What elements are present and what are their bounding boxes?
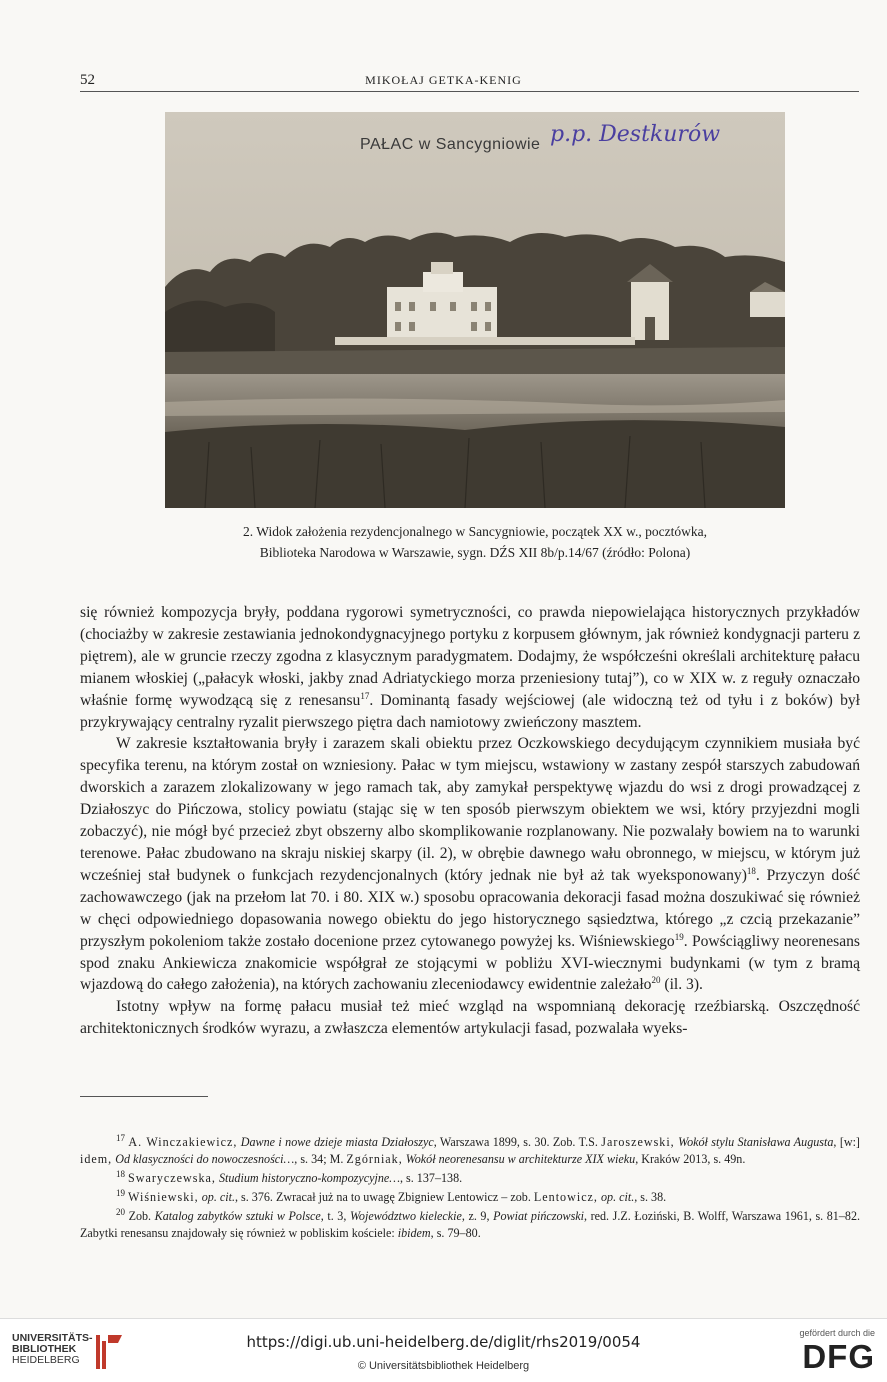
paragraph-1: się również kompozycja bryły, poddana rygorowi symetryczności, co prawda niepowielająca historycznych przykładów (chociażby w zakresie zestawiania jednokondygnacyjnego portyku z korpusem głównym, jak również kondygnacji parteru z piętrem), ale w gruncie rzeczy zgodna z klasycznym paradygmatem. Dodajmy, że współcześni określali architekturę pałacu mianem włoskiej („pałacyk włoski, jakby znad Adriatyckiego morza przeniesiony tutaj”), co w XIX w. z reguły oznaczało właśnie formę wywodzącą się z renesansu$^{17}$. Dominantą fasady wejściowej (ale widoczną też od tyłu i z boków) był przykrywający centralny ryzalit pierwszego piętra dach namiotowy zwieńczony masztem. bbox=[80, 604, 860, 731]
footnote-20: $^{20}$ Zob. Katalog zabytków sztuki w Polsce, t. 3, Województwo kieleckie, z. 9, Powiat pińczowski, red. J.Z. Łoziński, B. Wolff, Warszawa 1961, s. 81–82. Zabytki renesansu znajdowały się również w pobliskim kościele: ibidem, s. 79–80. bbox=[80, 1206, 861, 1240]
footnotes bbox=[80, 1134, 860, 1244]
footnote-ref-20[interactable]: 20 bbox=[651, 975, 661, 986]
body-text bbox=[80, 602, 860, 1040]
paragraph-3: Istotny wpływ na formę pałacu musiał też mieć wzgląd na wspomnianą dekorację rzeźbiarską. Oszczędność architektonicznych środków wyrazu, a zwłaszcza elementów artykulacji fasad, pozwalała wyeks- bbox=[80, 998, 860, 1038]
paragraph-2: W zakresie kształtowania bryły i zarazem skali obiektu przez Oczkowskiego decydującym czynnikiem musiała być specyfika terenu, na którym został on wzniesiony. Pałac w tym miejscu, wstawiony w zastany zespół starszych zabudowań dworskich a zarazem zlokalizowany w jego ramach tak, aby zamykał perspektywę wjazdu do wsi z drogi prowadzącej z Działoszyc do Pińczowa, stolicy powiatu (stając się w ten sposób pierwszym obiektem we wsi, który przyjezdni mogli zobaczyć), nie mógł być przecież zbyt obszerny albo skomplikowanie rozplanowany. Nie pozwalały bowiem na to warunki terenowe. Pałac zbudowano na skraju niskiej skarpy (il. 2), w obrębie dawnego wału obronnego, w miejscu, w którym już wcześniej stał budynek o funkcjach rezydencjonalnych (który jednak nie był aż tak wyeksponowany)$^{18}$. Przyczyn dość zachowawczego (jak na przełom lat 70. i 80. XIX w.) sposobu opracowania dekoracji fasad można doszukiwać się również w chęci odpowiedniego dopasowania nowego obiektu do jego historycznego sąsiedztwa, którego „z czcią przekazanie” przyszłym pokoleniom także zostało docenione przez cytowanego powyżej ks. Wiśniewskiego$^{19}$. Powściągliwy neorenesans spod znaku Ankiewicza znakomicie współgrał ze stojącymi w pobliżu XVI-wiecznymi budynkami (w tym z bramą wjazdową do całego założenia), na których zachowaniu zleceniodawcy ewidentnie zależało$^{20}$ (il. 3). bbox=[80, 735, 860, 994]
footnote-19: $^{19}$ Wiśniewski, op. cit., s. 376. Zwracał już na to uwagę Zbigniew Lentowicz – zob. Lentowicz, op. cit., s. 38. bbox=[116, 1187, 667, 1204]
viewer-footer-bar bbox=[0, 1318, 887, 1382]
copyright-notice: © Universitätsbibliothek Heidelberg bbox=[357, 1360, 530, 1372]
university-library-logo[interactable]: UNIVERSITÄTS- BIBLIOTHEK HEIDELBERG bbox=[12, 1332, 93, 1366]
footnote-ref-19[interactable]: 19 bbox=[674, 931, 684, 942]
footnote-rule bbox=[80, 1096, 208, 1097]
footnote-18: $^{18}$ Swaryczewska, Studium historyczno-kompozycyjne…, s. 137–138. bbox=[116, 1168, 463, 1185]
page-number: 52 bbox=[80, 72, 95, 88]
footnote-ref-18[interactable]: 18 bbox=[746, 865, 756, 876]
figure-caption bbox=[165, 521, 785, 563]
funding-label: gefördert durch die bbox=[799, 1328, 875, 1338]
header-rule bbox=[80, 91, 859, 92]
postcard-title: PAŁAC w Sancygniowie bbox=[360, 136, 541, 153]
figure-caption-line-2: Biblioteka Narodowa w Warszawie, sygn. DŹS XII 8b/p.14/67 (źródło: Polona) bbox=[259, 545, 691, 560]
footnote-ref-17[interactable]: 17 bbox=[360, 690, 370, 701]
handwritten-annotation: p.p. Destkurów bbox=[550, 122, 721, 147]
figure-caption-line-1: 2. Widok założenia rezydencjonalnego w Sancygniowie, początek XX w., pocztówka, bbox=[243, 524, 707, 539]
permalink-url[interactable]: https://digi.ub.uni-heidelberg.de/diglit/rhs2019/0054 bbox=[246, 1333, 641, 1351]
running-header: MIKOŁAJ GETKA-KENIG bbox=[365, 73, 522, 87]
postcard-photo bbox=[165, 112, 785, 508]
dfg-logo[interactable]: DFG bbox=[802, 1338, 875, 1375]
postcard-illustration bbox=[165, 112, 785, 508]
footnote-17: $^{17}$ A. Winczakiewicz, Dawne i nowe dzieje miasta Działoszyc, Warszawa 1899, s. 30. Zob. T.S. Jaroszewski, Wokół stylu Stanisława Augusta, [w:] idem, Od klasyczności do nowoczesności…, s. 34; M. Zgórniak, Wokół neorenesansu w architekturze XIX wieku, Kraków 2013, s. 49n. bbox=[80, 1132, 860, 1166]
